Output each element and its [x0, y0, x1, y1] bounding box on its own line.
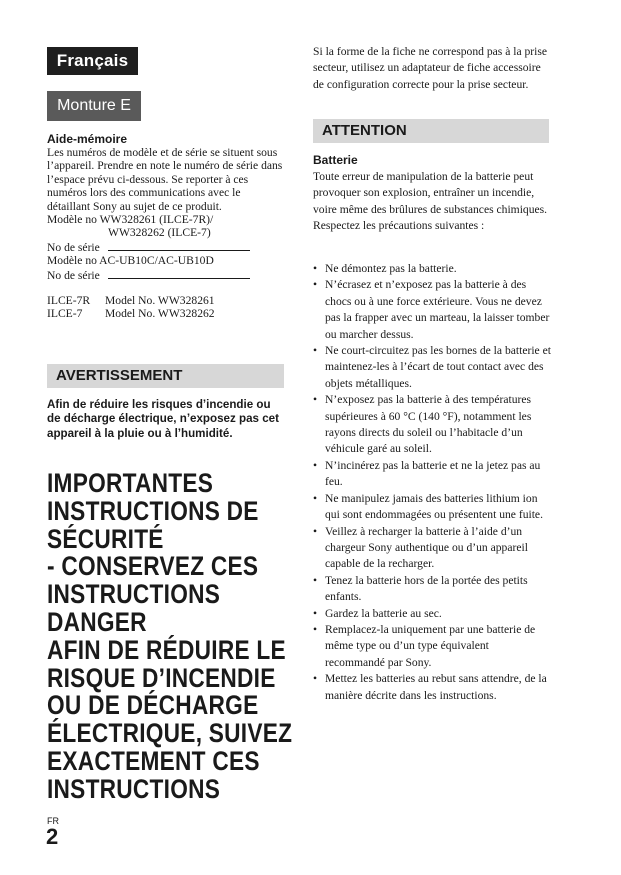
- list-item: • N’exposez pas la batterie à des températures supérieures à 60 °C (140 °F), notamment les rayons directs du soleil ou l’habitacle d’un véhicule garé au soleil.: [313, 392, 551, 458]
- title-line: DANGER: [47, 606, 147, 637]
- title-line: AFIN DE RÉDUIRE LE: [47, 634, 286, 665]
- list-item: • Gardez la batterie au sec.: [313, 606, 551, 622]
- language-tab: Français: [47, 47, 138, 75]
- title-line: IMPORTANTES: [47, 468, 214, 498]
- title-line: INSTRUCTIONS: [47, 579, 221, 610]
- aide-memoire-paragraph: Les numéros de modèle et de série se situent sous l’appareil. Prendre en note le numéro de série dans l’espace prévu ci-dessous. Se reporter à ces numéros lors des communications avec le détaillant Sony au sujet de ce produit.: [47, 146, 283, 213]
- title-line: RISQUE D’INCENDIE: [47, 662, 276, 693]
- list-item: • Tenez la batterie hors de la portée des petits enfants.: [313, 573, 551, 606]
- language-code: FR: [47, 816, 59, 826]
- model-name: ILCE-7: [47, 307, 83, 321]
- serial-blank-line: [108, 240, 250, 251]
- serial-line-2: [47, 268, 283, 282]
- battery-precautions-list: [313, 261, 551, 704]
- list-item: • N’écrasez et n’exposez pas la batterie à des chocs ou à une force extérieure. Vous ne devez pas la frapper avec un marteau, la laisser tomber ou marcher dessus.: [313, 277, 551, 343]
- attention-heading: ATTENTION: [313, 119, 549, 143]
- model-code: Model No. WW328262: [105, 307, 215, 321]
- serial-label: No de série: [47, 240, 100, 254]
- serial-line-1: [47, 240, 283, 254]
- model-number-line: Modèle no WW328261 (ILCE-7R)/: [47, 213, 214, 227]
- list-item: • Ne démontez pas la batterie.: [313, 261, 551, 277]
- avertissement-heading: AVERTISSEMENT: [47, 364, 284, 388]
- model-code: Model No. WW328261: [105, 294, 215, 308]
- title-line: EXACTEMENT CES: [47, 745, 260, 776]
- serial-label: No de série: [47, 268, 100, 282]
- serial-blank-line: [108, 268, 250, 279]
- list-item: • Ne court-circuitez pas les bornes de la batterie et maintenez-les à l’écart de tout contact avec des objets métalliques.: [313, 343, 551, 392]
- aide-memoire-section: [47, 132, 283, 321]
- list-item: • Mettez les batteries au rebut sans attendre, de la manière décrite dans les instructions.: [313, 671, 551, 704]
- title-line: INSTRUCTIONS DE: [47, 495, 259, 526]
- list-item: • N’incinérez pas la batterie et ne la jetez pas au feu.: [313, 458, 551, 491]
- model-row: [47, 294, 283, 307]
- warning-text: Afin de réduire les risques d’incendie ou de décharge électrique, n’exposez pas cet appareil à la pluie ou à l’humidité.: [47, 398, 279, 440]
- title-line: OU DE DÉCHARGE: [47, 690, 259, 721]
- title-line: ÉLECTRIQUE, SUIVEZ: [47, 718, 293, 749]
- model-row: [47, 307, 283, 320]
- mount-tab: Monture E: [47, 91, 141, 121]
- title-line: - CONSERVEZ CES: [47, 551, 259, 582]
- battery-paragraph: Toute erreur de manipulation de la batterie peut provoquer son explosion, entraîner un incendie, voire même des brûlures de substances chimiques. Respectez les précautions suivantes :: [313, 170, 548, 233]
- model-number-line-2: WW328262 (ILCE-7): [108, 226, 211, 240]
- title-line: SÉCURITÉ: [47, 523, 164, 554]
- list-item: • Remplacez-la uniquement par une batterie de même type ou d’un type équivalent recommandé par Sony.: [313, 622, 551, 671]
- title-line: INSTRUCTIONS: [47, 773, 221, 804]
- plug-paragraph: Si la forme de la fiche ne correspond pas à la prise secteur, utilisez un adaptateur de fiche accessoire de configuration correcte pour la prise secteur.: [313, 45, 548, 91]
- safety-instructions-title: [47, 468, 293, 804]
- list-item: • Ne manipulez jamais des batteries lithium ion qui sont endommagées ou présentent une fuite.: [313, 491, 551, 524]
- model-name: ILCE-7R: [47, 294, 91, 308]
- aide-memoire-heading: Aide-mémoire: [47, 132, 128, 146]
- page-number: 2: [46, 824, 59, 849]
- list-item: • Veillez à recharger la batterie à l’aide d’un chargeur Sony authentique ou d’un appareil capable de la recharger.: [313, 524, 551, 573]
- battery-heading: Batterie: [313, 153, 358, 167]
- adapter-model-line: Modèle no AC-UB10C/AC-UB10D: [47, 254, 214, 268]
